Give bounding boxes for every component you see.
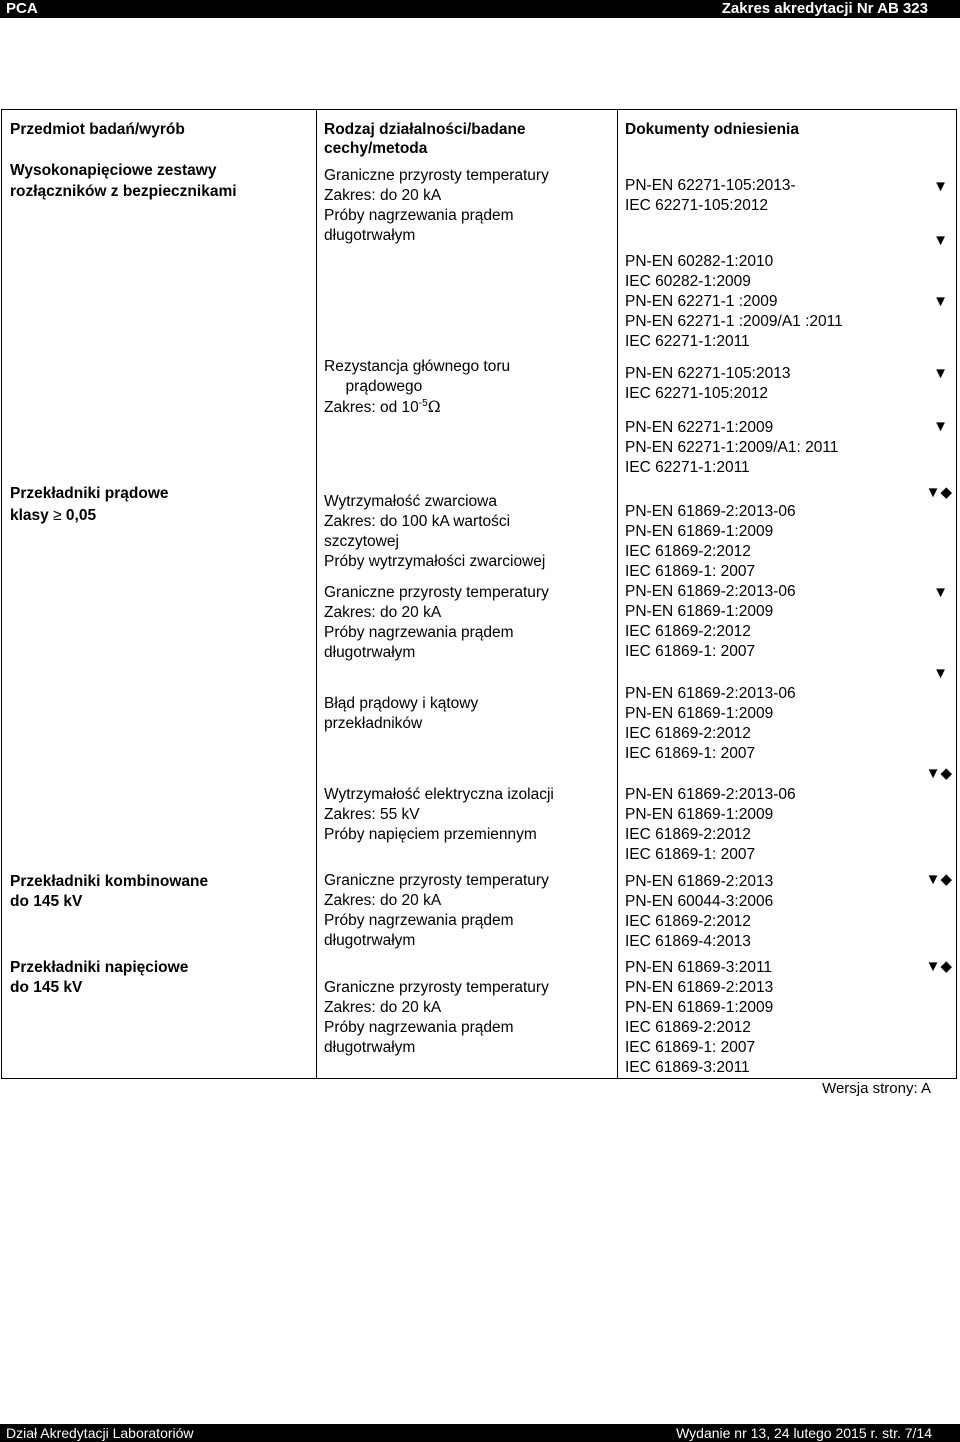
docs-group-9: PN-EN 61869-3:2011 PN-EN 61869-2:2013 PN-EN 61869-1:2009 IEC 61869-2:2012 IEC 61869-1: 2007 IEC 61869-3:2011	[625, 959, 774, 1076]
triangle-diamond-icon: ▼◆	[925, 765, 952, 782]
activity-short-circuit-withstand: Wytrzymałość zwarciowa Zakres: do 100 kA wartości szczytowej Próby wytrzymałości zwarciowej	[324, 493, 546, 570]
triangle-icon: ▼	[933, 665, 948, 682]
page-version: Wersja strony: A	[822, 1080, 931, 1097]
column-divider-2	[617, 109, 618, 1079]
column-divider-1	[316, 109, 317, 1079]
triangle-diamond-icon: ▼◆	[925, 958, 952, 975]
column-header-activity: Rodzaj działalności/badane cechy/metoda	[324, 121, 526, 157]
header-left: PCA	[6, 0, 38, 17]
docs-group-4: PN-EN 62271-1:2009 PN-EN 62271-1:2009/A1: 2011 IEC 62271-1:2011	[625, 419, 839, 476]
docs-group-2: PN-EN 60282-1:2010 IEC 60282-1:2009 PN-EN 62271-1 :2009 PN-EN 62271-1 :2009/A1 :2011 IEC 62271-1:2011	[625, 253, 843, 350]
docs-group-5: PN-EN 61869-2:2013-06 PN-EN 61869-1:2009 IEC 61869-2:2012 IEC 61869-1: 2007 PN-EN 61869-2:2013-06 PN-EN 61869-1:2009 IEC 61869-2:2012 IEC 61869-1: 2007	[625, 503, 796, 660]
docs-group-8: PN-EN 61869-2:2013 PN-EN 60044-3:2006 IEC 61869-2:2012 IEC 61869-4:2013	[625, 873, 774, 950]
page-header	[0, 0, 960, 18]
triangle-icon: ▼	[933, 293, 948, 310]
footer-left: Dział Akredytacji Laboratoriów	[6, 1425, 194, 1441]
activity-temperature-rise-4: Graniczne przyrosty temperatury Zakres: do 20 kA Próby nagrzewania prądem długotrwałym	[324, 979, 549, 1056]
triangle-icon: ▼	[933, 584, 948, 601]
docs-group-7: PN-EN 61869-2:2013-06 PN-EN 61869-1:2009 IEC 61869-2:2012 IEC 61869-1: 2007	[625, 786, 796, 863]
activity-insulation-withstand: Wytrzymałość elektryczna izolacji Zakres: 55 kV Próby napięciem przemiennym	[324, 786, 554, 843]
activity-main-circuit-resistance: Rezystancja głównego toru prądowego Zakres: od $10^{-5}\Omega$	[324, 358, 511, 416]
subject-fuse-switch-sets: Wysokonapięciowe zestawy rozłączników z bezpiecznikami	[10, 162, 237, 200]
column-header-docs: Dokumenty odniesienia	[625, 121, 799, 138]
header-right: Zakres akredytacji Nr AB 323	[721, 0, 928, 17]
column-header-subject: Przedmiot badań/wyrób	[10, 121, 185, 138]
footer-right: Wydanie nr 13, 24 lutego 2015 r. str. 7/14	[676, 1425, 932, 1441]
page-footer	[0, 1424, 960, 1442]
activity-temperature-rise-2: Graniczne przyrosty temperatury Zakres: do 20 kA Próby nagrzewania prądem długotrwałym	[324, 584, 549, 661]
activity-temperature-rise-3: Graniczne przyrosty temperatury Zakres: do 20 kA Próby nagrzewania prądem długotrwałym	[324, 872, 549, 949]
triangle-icon: ▼	[933, 365, 948, 382]
triangle-diamond-icon: ▼◆	[925, 871, 952, 888]
triangle-diamond-icon: ▼◆	[925, 484, 952, 501]
activity-temperature-rise-1: Graniczne przyrosty temperatury Zakres: do 20 kA Próby nagrzewania prądem długotrwałym	[324, 167, 549, 244]
subject-combined-transformers: Przekładniki kombinowane do 145 kV	[10, 873, 209, 910]
triangle-icon: ▼	[933, 232, 948, 249]
subject-current-transformers: Przekładniki prądowe klasy ≥ 0,05	[10, 485, 169, 524]
triangle-icon: ▼	[933, 178, 948, 195]
docs-group-6: PN-EN 61869-2:2013-06 PN-EN 61869-1:2009 IEC 61869-2:2012 IEC 61869-1: 2007	[625, 685, 796, 762]
subject-voltage-transformers: Przekładniki napięciowe do 145 kV	[10, 959, 189, 996]
triangle-icon: ▼	[933, 418, 948, 435]
docs-group-1: PN-EN 62271-105:2013- IEC 62271-105:2012	[625, 177, 796, 214]
activity-ratio-phase-error: Błąd prądowy i kątowy przekładników	[324, 695, 479, 732]
docs-group-3: PN-EN 62271-105:2013 IEC 62271-105:2012	[625, 365, 791, 402]
